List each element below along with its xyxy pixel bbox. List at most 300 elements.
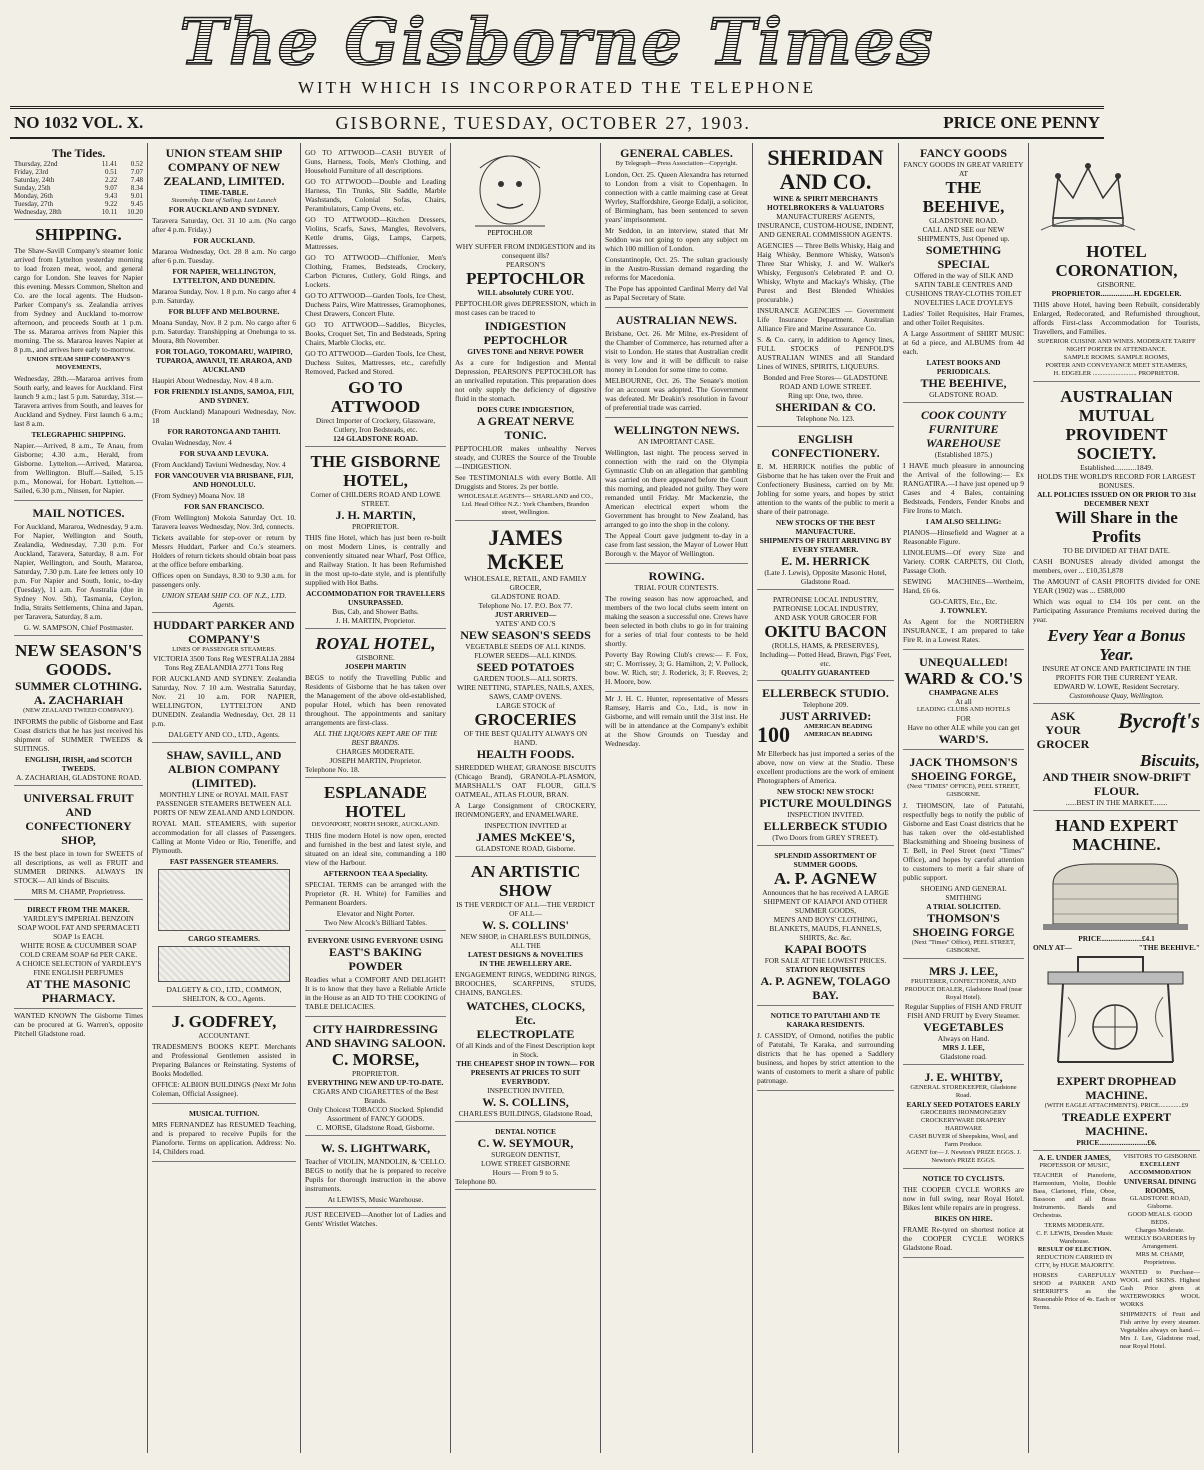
cargo-schedule-table — [158, 946, 290, 982]
splendid-assortment: SPLENDID ASSORTMENT OF SUMMER GOODS. — [774, 851, 877, 869]
latest-books: LATEST BOOKS AND PERIODICALS. — [926, 358, 1001, 376]
pianos: PIANOS—Hinsefield and Wagner at a Reasonable Figure. — [903, 528, 1024, 546]
townley: J. TOWNLEY. — [940, 606, 987, 615]
coronation-heading: HOTEL CORONATION, — [1055, 242, 1178, 280]
confectionery-ad — [757, 429, 894, 590]
indigestion: INDIGESTION — [484, 319, 567, 333]
collins-address: CHARLES'S BUILDINGS, Gladstone Road, — [458, 1109, 593, 1118]
yates: YATES' AND CO.'S — [495, 619, 556, 628]
tide-day: Monday, 26th — [14, 192, 53, 200]
fancy-goods-heading: FANCY GOODS — [920, 146, 1007, 160]
whitby-name: J. E. WHITBY, — [924, 1070, 1003, 1084]
huddart-sub: LINES OF PASSENGER STEAMERS. — [172, 646, 276, 653]
universal-dining: UNIVERSAL DINING ROOMS, — [1123, 1177, 1197, 1195]
timetable-section-heading: FOR AUCKLAND AND SYDNEY. — [168, 205, 280, 214]
timetable-section-heading: FOR RAROTONGA AND TAHITI. — [167, 427, 281, 436]
groceries: GROCERIES — [474, 710, 577, 729]
cyclist-text: THE COOPER CYCLE WORKS are now in full swing, near Royal Hotel. Bikes lent while repairs are in progress. — [903, 1185, 1024, 1212]
james-lewis: C. F. LEWIS, Dresden Music Warehouse. — [1036, 1230, 1113, 1245]
latest-designs: LATEST DESIGNS & NOVELTIES — [467, 950, 584, 959]
whitby-ad — [903, 1067, 1024, 1169]
australian-text: Brisbane, Oct. 26. Mr Milne, ex-President of the Chamber of Commerce, has returned after a visit to London. He states that Australian credit is very low and it will be difficult to raise money in London for some time to come. — [605, 329, 748, 374]
beehive-ad — [903, 143, 1024, 403]
amp-secretary: EDWARD W. LOWE, Resident Secretary. — [1053, 682, 1180, 691]
dining-ad — [1120, 1153, 1200, 1353]
issue-price: PRICE ONE PENNY — [943, 113, 1100, 132]
column-7 — [899, 143, 1029, 1453]
cycle-ad — [903, 1171, 1024, 1258]
trial-solicited: A TRIAL SOLICITED. — [926, 902, 1001, 911]
weekly-boarders: WEEKLY BOARDERS by Arrangement. — [1124, 1235, 1196, 1250]
coronation-text: THIS above Hotel, having been Rebuilt, considerably Enlarged, Redecorated, and Refurnished throughout, affords First-class Accommodation for Tourists, Travellers, and Families. — [1033, 300, 1200, 336]
why-suffer: WHY SUFFER FROM INDIGESTION and its consequent ills? — [455, 242, 596, 260]
ask-grocer: AND ASK YOUR GROCER FOR — [774, 613, 877, 622]
gisborne-hotel-proprietor: J. H. MARTIN, — [335, 508, 416, 522]
morse-heading: CITY HAIRDRESSING AND SHAVING SALOON. — [305, 1022, 446, 1050]
east-baking-text: Readies what a COMFORT AND DELIGHT! It is to know that they have a Reliable Article in the House as an AID TO THE COOKING of TABLE DELICACIES. — [305, 975, 446, 1011]
lee-heading: MRS J. LEE, — [929, 964, 998, 978]
cables-text-2: Mr Seddon, in an interview, stated that Mr Seddon was not going to open any subject on which 100 million of London. — [605, 226, 748, 253]
porter-conveyance: PORTER AND CONVEYANCE MEET STEAMERS, — [1045, 362, 1188, 369]
artistic-show: AN ARTISTIC SHOW — [470, 862, 581, 900]
health-foods: HEALTH FOODS. — [476, 747, 575, 761]
bottom-right-ads — [1033, 1153, 1200, 1353]
amp-cash-bonuses: CASH BONUSES already divided amongst the members, over ... £10,351,878 — [1033, 557, 1200, 575]
hundred-number: 100 — [757, 722, 790, 747]
gisborne-hotel-accom: ACCOMMODATION FOR TRAVELLERS UNSURPASSED. — [306, 589, 445, 607]
mckee-signature: JAMES McKEE'S, — [476, 830, 575, 844]
cargo-heading: CARGO STEAMERS. — [188, 934, 260, 943]
rowing-sub: TRIAL FOUR CONTESTS. — [634, 583, 719, 592]
issue-date: GISBORNE, TUESDAY, OCTOBER 27, 1903. — [335, 112, 751, 133]
whitby-sub: GENERAL STOREKEEPER, Gladstone Road. — [910, 1084, 1017, 1099]
timetable-columns: Steamship. Date of Sailing. Last Launch — [171, 197, 277, 204]
kapai-boots: KAPAI BOOTS — [784, 942, 867, 956]
peptochlor-text-2: As a cure for Indigestion and Mental Depression, PEARSON'S PEPTOCHLOR has an unrivalled reputation. This preparation does not only supply the deficiency of digestive fluid in the stomach. — [455, 358, 596, 403]
fancy-goods-sub: FANCY GOODS IN GREAT VARIETY AT — [903, 160, 1024, 178]
sewing-machine-ad — [1033, 813, 1200, 1151]
does-cure: DOES CURE INDIGESTION, — [477, 405, 574, 414]
notice-text: J. CASSIDY, of Ormond, notifies the public of Patutahi, Te Karaka, and surrounding districts that he has opened a Saddlery business, and hopes by strict attention to the wants of customers to merit a share of public patronage. — [757, 1031, 894, 1085]
mckee-signature-address: GLADSTONE ROAD, Gisborne. — [475, 844, 576, 853]
cassidy-notice — [757, 1008, 894, 1091]
direct-from-maker: DIRECT FROM THE MAKER. — [27, 905, 130, 914]
mckee-address: GLADSTONE ROAD. — [491, 592, 560, 601]
confectionery-text: E. M. HERRICK notifies the public of Gisborne that he has taken over the Fruit and Confectionery Business, carried on by Mr. Jobling for some years, and hopes by strict attention to the wants of the public to merit a share of their patronage. — [757, 462, 894, 516]
thomson-ad — [903, 752, 1024, 959]
bonded-stores: Bonded and Free Stores— GLADSTONE ROAD AND LOWE STREET. — [763, 373, 888, 391]
lightwark-text: Teacher of VIOLIN, MANDOLIN, & 'CELLO. BEGS to notify that he is prepared to receive Pupils for thorough instruction in the above instruments. — [305, 1157, 446, 1193]
attwood-item: GO TO ATTWOOD—Saddles, Bicycles, Books, Croquet Set, Tin and Bedsteads, Spring Chairs, Marble Clocks, etc. — [305, 320, 446, 347]
agnew-name: A. P. AGNEW — [773, 869, 878, 888]
sheridan-heading: SHERIDAN AND CO. — [767, 145, 884, 194]
peptochlor-text-1: PEPTOCHLOR gives DEPRESSION, which in most cases can be traced to — [455, 299, 596, 317]
amp-holds: HOLDS THE WORLD'S RECORD FOR LARGEST BONUSES. — [1037, 472, 1196, 490]
beehive-heading: THE BEEHIVE, — [922, 178, 1005, 216]
mail-section — [14, 503, 143, 636]
royal-hotel-telephone: Telephone No. 18. — [305, 765, 360, 774]
only-at: ONLY AT— — [1033, 943, 1072, 952]
attwood-item: GO TO ATTWOOD—Kitchen Dressers, Violins, Scarfs, Saws, Mangles, Revolvers, Kettle drums, Gigs, Lamps, Carpets, Mattresses. — [305, 215, 446, 251]
timetable-section-heading: FOR NAPIER, WELLINGTON, LYTTELTON, AND DUNEDIN. — [172, 267, 276, 285]
rowing-section — [605, 566, 748, 692]
tide-row — [14, 168, 143, 176]
beehive-address: GLADSTONE ROAD. — [929, 216, 998, 225]
attwood-item: GO TO ATTWOOD—Double and Leading Harness, Tin Trunks, Slit Saddle, Marble Washstands, Colonial Sofas, Chairs, Perambulators, Camp Ovens, etc. — [305, 177, 446, 213]
peptochlor-illus-caption: PEPTOCHLOR — [487, 229, 533, 237]
notice-heading: NOTICE TO PATUTAHI AND TE KARAKA RESIDENTS. — [770, 1011, 881, 1029]
amp-heading: AUSTRALIAN MUTUAL PROVIDENT SOCIETY. — [1060, 387, 1173, 463]
morse-cigars: CIGARS AND CIGARETTES of the Best Brands. — [312, 1087, 439, 1105]
zachariah-text: INFORMS the public of Gisborne and East Coast districts that he has just received his shipment of SUMMER TWEEDS & SUITINGS. — [14, 717, 143, 753]
timetable-section-text: Moana Sunday, Nov. 8 2 p.m. No cargo after 6 p.m. Saturday. Transhipping at Onehunga to ss. Moura, 8th November. — [152, 318, 296, 345]
ellerbeck-ad — [757, 683, 894, 846]
yardley-line-1: YARDLEY'S IMPERIAL BENZOIN SOAP WOOL FAT AND SPERMACETI SOAP 1s EACH. — [17, 914, 140, 941]
shaw-sub: MONTHLY LINE or ROYAL MAIL FAST PASSENGER STEAMERS BETWEEN ALL PORTS OF NEW ZEALAND AND LONDON. — [153, 790, 295, 817]
charges-moderate: Charges Moderate. — [1135, 1227, 1185, 1234]
ellerbeck-text: Mr Ellerbeck has just imported a series of the above, now on view at the Studio. These excellent productions are the work of eminent Photographers of America. — [757, 749, 894, 785]
tide-row — [14, 200, 143, 208]
patronise: PATRONISE LOCAL INDUSTRY, PATRONISE LOCAL INDUSTRY, — [772, 595, 879, 613]
champagne-ales: CHAMPAGNE ALES — [928, 688, 999, 697]
wellington-sub: AN IMPORTANT CASE. — [637, 437, 716, 446]
visitors: VISITORS TO GISBORNE — [1123, 1153, 1197, 1160]
sheridan-sub: WINE & SPIRIT MERCHANTS HOTELBROKERS & VALUATORS — [767, 194, 884, 212]
excellent-accom: EXCELLENT ACCOMMODATION — [1128, 1161, 1191, 1176]
wellington-text: Wellington, last night. The process served in connection with the raid on the Olympia Gymnastic Club on an allegation that gambling was carried on there appeared before the Court this morning, and pleaded not guilty. They were remanded until Friday. Mr Mackenzie, the American electrical expert whom the Government has brought to New Zealand, has arranged to go into the shop in the colony. — [605, 448, 748, 529]
agnew-list: MEN'S AND BOYS' CLOTHING, BLANKETS, MAUDS, FLANNELS, SHIRTS, &c. &c. — [769, 915, 882, 942]
shaw-heading: SHAW, SAVILL, AND ALBION COMPANY (LIMITED). — [166, 748, 282, 790]
james-name: A. E. UNDER JAMES, — [1038, 1153, 1111, 1162]
thomson-heading: JACK THOMSON'S — [909, 755, 1018, 769]
tides-table — [14, 160, 143, 216]
godfrey-ad — [152, 1009, 296, 1104]
yardley-line-3: A CHOICE SELECTION of YARDLEY'S FINE ENGLISH PERFUMES — [15, 959, 142, 977]
herrick-address: (Late J. Lewis), Opposite Masonic Hotel, Gladstone Road. — [764, 568, 887, 586]
inspection-invited-2: INSPECTION INVITED, — [487, 1086, 564, 1095]
thomson-text: J. THOMSON, late of Patutahi, respectfully begs to notify the public of Gisborne and East Coast districts that he has taken over the old-established Blacksmithing and Shoeing business of T. Bell, in Peel Street (next "Times" Office), and hopes by careful attention to customers to merit a fair share of public support. — [903, 801, 1024, 882]
tide-day: Saturday, 24th — [14, 176, 55, 184]
gisborne-hotel-signature: J. H. MARTIN, Proprietor. — [335, 616, 416, 625]
royal-hotel-sub: GISBORNE. — [356, 653, 395, 662]
esplanade-heading: ESPLANADE HOTEL — [324, 783, 427, 821]
morse-proprietor: PROPRIETOR. — [352, 1069, 399, 1078]
column-5 — [601, 143, 753, 1453]
australian-heading: AUSTRALIAN NEWS. — [616, 313, 737, 327]
will-cure: WILL absolutely CURE YOU. — [477, 288, 574, 297]
bycroft-biscuits: Biscuits, — [1140, 751, 1200, 770]
okitu-sub: (ROLLS, HAMS, & PRESERVES), Including— Potted Head, Brawn, Pigs' Feet, etc. — [759, 641, 892, 668]
godfrey-sub: ACCOUNTANT. — [198, 1031, 250, 1040]
coronation-ad — [1033, 143, 1200, 382]
telegraphic-heading: TELEGRAPHIC SHIPPING. — [31, 430, 126, 439]
picture-mouldings: PICTURE MOULDINGS — [759, 796, 892, 810]
esplanade-hotel-ad — [305, 780, 446, 931]
attwood-item: GO TO ATTWOOD—Chiffonier, Men's Clothing, Frames, Bedsteads, Crockery, Carbon Pictures, Cutlery, Gold Rings, and Lockets. — [305, 253, 446, 289]
tide-day: Thursday, 22nd — [14, 160, 58, 168]
union-movements-text: Wednesday, 28th.—Mararoa arrives from South early, and leaves for Auckland. First launch 9 a.m.; last 5 p.m. Saturday, 31st.—Taravera arrives from South, and leaves for Auckland and Sydney. First launch 6 a.m.; last 8 a.m. — [14, 374, 143, 428]
ward-ad — [903, 652, 1024, 750]
mail-heading: MAIL NOTICES. — [32, 506, 125, 520]
health-foods-text: SHREDDED WHEAT, GRANOSE BISCUITS (Chicago Brand), GRANOLA-PLASMON, MARSHALL'S OAT FLOUR, GILL'S OATMEAL, ATLAS FLOUR, BRAN. — [455, 763, 596, 799]
tuition-ad — [152, 1106, 296, 1162]
wellington-text-2: The Appeal Court gave judgment to-day in a case from last session, the Mayor of Lower Hutt Borough v. the Mayor of Wellington. — [605, 531, 748, 558]
verdict: IS THE VERDICT OF ALL—THE VERDICT OF ALL— — [456, 900, 595, 918]
attwood-item: GO TO ATTWOOD—Garden Tools, Ice Chest, Duchess Pairs, Wire Mattresses, Gramophones, Chest Drawers, Concert Flute. — [305, 291, 446, 318]
at-all: At all — [955, 697, 972, 706]
ellerbeck-telephone: Telephone 209. — [802, 700, 849, 709]
seymour-name: C. W. SEYMOUR, — [477, 1136, 574, 1150]
timetable-section-text: (From Auckland) Taviuni Wednesday, Nov. 4 — [152, 460, 286, 469]
agencies: AGENCIES — Three Bells Whisky, Haig and Haig Whisky, Benmore Whisky, Watson's Three Star Whisky, J. and W. Walker's Whisky, Ferguson's Celebrated P. and O. Whisky, Whyte and Mackay's Whisky, (The Purest and Best Blended Whiskies procurable.) — [757, 241, 894, 304]
everyone-using: EVERYONE USING EVERYONE USING — [307, 936, 444, 945]
snow-drift: AND THEIR SNOW-DRIFT FLOUR. — [1042, 770, 1191, 798]
just-arrived-ellerbeck: JUST ARRIVED: — [779, 709, 872, 723]
amp-divided: TO BE DIVIDED AT THAT DATE. — [1062, 546, 1171, 555]
amp-ad — [1033, 384, 1200, 704]
whitby-agent: AGENT for— J. Newton's PRIZE EGGS. J. Newton's PRIZE EGGS. — [906, 1149, 1021, 1164]
issue-number: NO 1032 VOL. X. — [14, 113, 144, 132]
gisborne-hotel-heading: THE GISBORNE HOTEL, — [310, 452, 441, 490]
treadle-price: PRICE..........................£6. — [1076, 1138, 1157, 1147]
esplanade-lift: Elevator and Night Porter. — [336, 909, 415, 918]
ellerbeck-inspect: INSPECTION INVITED. — [787, 810, 864, 819]
sheridan-text: MANUFACTURERS' AGENTS, INSURANCE, CUSTOM-HOUSE, INDENT, AND GENERAL COMMISSION AGENTS. — [757, 212, 894, 239]
whitby-goods: GROCERIES IRONMONGERY CROCKERYWARE DRAPERY HARDWARE — [920, 1109, 1007, 1132]
cook-county: COOK COUNTY — [920, 408, 1006, 422]
lee-ad — [903, 961, 1024, 1065]
drophead-heading: EXPERT DROPHEAD MACHINE. — [1056, 1074, 1177, 1102]
tide-time: 11.41 — [101, 160, 118, 168]
timetable-section-heading: FOR AUCKLAND. — [193, 236, 255, 245]
new-stock: NEW STOCK! NEW STOCK! — [777, 787, 874, 796]
timetable-section-heading: FOR SUVA AND LEVUKA. — [179, 449, 269, 458]
attwood-address: 124 GLADSTONE ROAD. — [333, 434, 418, 443]
dental-telephone: Telephone 80. — [455, 1177, 497, 1186]
union-company-ad — [152, 143, 296, 613]
mckee-telephone: Telephone No. 17. P.O. Box 77. — [478, 601, 573, 610]
union-signature: UNION STEAM SHIP CO. OF N.Z., LTD. Agents. — [161, 591, 287, 609]
timetable-section-text: (From Wellington) Mokoia Saturday Oct. 10. Taravera leaves Wednesday, Nov. 3rd, connects. — [152, 513, 296, 531]
leading-clubs: LEADING CLUBS AND HOTELS — [916, 706, 1011, 713]
tide-time: 2.22 — [104, 176, 118, 184]
timetable-heading: TIME-TABLE. — [199, 188, 249, 197]
masonic-pharmacy: AT THE MASONIC PHARMACY. — [26, 977, 131, 1005]
james-text: TEACHER of Pianoforte, Harmonium, Violin, Double Bass, Clarionet, Flute, Oboe, Bassoon and all Brass Instruments. Bands and Orchestras. — [1033, 1172, 1116, 1219]
amp-insure: INSURE AT ONCE AND PARTICIPATE IN THE PROFITS FOR THE CURRENT YEAR. — [1042, 664, 1191, 682]
sheridan-ad — [757, 143, 894, 427]
fruit-shop-text: IS the best place in town for SWEETS of all descriptions, as well as FRUIT and SUMMER DRINKS. ALWAYS IN STOCK— All kinds of Biscuits. — [14, 849, 143, 885]
engagement-rings: ENGAGEMENT RINGS, WEDDING RINGS, BROOCHES, SCARFPINS, STUDS, CHAINS, BANGLES. — [455, 970, 596, 997]
music-assortment: A Large Assortment of SHIRT MUSIC at 6d a piece, and ALBUMS from 4d each. — [903, 329, 1024, 356]
watches-clocks: WATCHES, CLOCKS, Etc. — [466, 999, 585, 1027]
timetable-section-heading: FOR FRIENDLY ISLANDS, SAMOA, FIJI, AND SYDNEY. — [154, 387, 294, 405]
tide-time: 0.51 — [104, 168, 118, 176]
hand-expert-heading: HAND EXPERT MACHINE. — [1055, 816, 1178, 854]
esplanade-sub: DEVONPORT, NORTH SHORE, AUCKLAND. — [311, 821, 440, 828]
amp-amount: The AMOUNT of CASH PROFITS divided for ONE YEAR (1902) was ... £588,000 — [1033, 577, 1200, 595]
amp-bonus-year: Every Year a Bonus Year. — [1047, 626, 1186, 664]
column-6 — [753, 143, 899, 1453]
kapai-sub: FOR SALE AT THE LOWEST PRICES. — [764, 956, 887, 965]
lightwark-signature: At LEWIS'S, Music Warehouse. — [327, 1195, 424, 1204]
sheridan-signature: SHERIDAN & CO. — [775, 400, 876, 414]
morse-tobacco: Only Choicest TOBACCO Stocked. Splendid Assortment of FANCY GOODS. — [307, 1105, 444, 1123]
furniture-warehouse: FURNITURE WAREHOUSE — [925, 422, 1002, 450]
all-the: ALL THE — [510, 941, 541, 950]
sewing-machine-illustration — [1033, 854, 1198, 932]
insurance-agent: As Agent for the NORTHERN INSURANCE, I am prepared to take Fire R. in a Lowest Rates. — [903, 617, 1024, 644]
cables-sub: By Telegraph—Press Association—Copyright. — [615, 160, 738, 167]
column-8 — [1029, 143, 1204, 1453]
testimonials: See TESTIMONIALS with every Bottle. All Druggists and Stores. 2s per bottle. — [455, 473, 596, 491]
collins-signature: W. S. COLLINS, — [482, 1095, 569, 1109]
lightwark-name: W. S. LIGHTWARK, — [320, 1141, 431, 1155]
cheapest-shop: THE CHEAPEST SHOP IN TOWN— FOR PRESENTS AT PRICES TO SUIT EVERYBODY. — [456, 1059, 595, 1086]
lee-supplies: Regular Supplies of FISH AND FRUIT FISH AND FRUIT by Every Steamer. — [904, 1002, 1023, 1020]
sheridan-stock: S. & Co. carry, in addition to Agency lines, FULL STOCKS of PENFOLD'S AUSTRALIAN WINES and all Standard Lines of WINES, SPIRITS, LIQUEURS. — [757, 335, 894, 371]
only-at-beehive: "THE BEEHIVE." — [1138, 943, 1200, 952]
dateline-bar — [10, 106, 1104, 139]
dental-notice: DENTAL NOTICE — [495, 1127, 556, 1136]
new-season-heading: NEW SEASON'S GOODS. — [15, 641, 142, 679]
tuition-heading: MUSICAL TUITION. — [188, 1109, 260, 1118]
tide-row — [14, 192, 143, 200]
bikes-on-hire: BIKES ON HIRE. — [934, 1214, 993, 1223]
nerve-tonic: A GREAT NERVE TONIC. — [476, 414, 575, 442]
morse-signature: C. MORSE, Gladstone Road, Gisborne. — [316, 1123, 435, 1132]
cables-text-4: The Pope has appointed Cardinal Merry del Val as Papal Secretary of State. — [605, 284, 748, 302]
peptochlor-heading: PEPTOCHLOR — [466, 269, 585, 288]
royal-hotel-charges: CHARGES MODERATE. — [336, 747, 415, 756]
royal-hotel-proprietor: JOSEPH MARTIN — [344, 662, 407, 671]
fish-shipments: SHIPMENTS of Fruit and Fish arrive by every steamer. Vegetables always on hand.—Mrs J. Lee, Gladstone road, near Royal Hotel. — [1119, 1311, 1200, 1350]
union-company-heading: UNION STEAM SHIP COMPANY OF NEW ZEALAND, LIMITED. — [163, 146, 285, 188]
new-seeds: NEW SEASON'S SEEDS — [460, 628, 591, 642]
timetable-sections — [152, 205, 296, 531]
unequalled: UNEQUALLED! — [919, 655, 1008, 669]
huddart-ad — [152, 615, 296, 743]
bycroft-name: Bycroft's — [1118, 708, 1200, 733]
fancy-list: Offered in the way of SILK AND SATIN TABLE CENTRES AND CUSHIONS TRAY-CLOTHS TOILET NOVELTIES LACE D'OYLEYS — [905, 271, 1022, 307]
thomson-2-address: (Next "Times" Office), PEEL STREET, GISBORNE. — [911, 939, 1016, 954]
hand-price: PRICE......................£4.1 — [1078, 934, 1155, 943]
gisborne-hotel-proprietor-label: PROPRIETOR. — [352, 522, 399, 531]
cables-text-3: Constantinople, Oct. 25. The sultan graciously in the Austro-Russian demand regarding the reforms for Macedonia. — [605, 255, 748, 282]
tide-day: Friday, 23rd — [14, 168, 49, 176]
royal-hotel-ad — [305, 631, 446, 778]
morse-ad — [305, 1019, 446, 1136]
shipping-section — [14, 222, 143, 501]
cables-heading: GENERAL CABLES. — [620, 146, 733, 160]
huddart-ships: VICTORIA 3500 Tons Reg WESTRALIA 2884 Tons Reg ZEALANDIA 2771 Tons Reg — [153, 654, 295, 672]
agnew-text: Announces that he has received A LARGE SHIPMENT OF KAIAPOI AND OTHER SUMMER GOODS, — [762, 888, 889, 915]
tide-time: 10.20 — [127, 208, 143, 216]
shaw-savill-ad — [152, 745, 296, 1007]
confectionery-heading: ENGLISH CONFECTIONERY. — [771, 432, 880, 460]
mckee-sub: WHOLESALE, RETAIL, AND FAMILY GROCER, — [464, 574, 587, 592]
tide-time: 0.52 — [130, 160, 143, 168]
east-baking-heading: EAST'S BAKING POWDER — [328, 945, 423, 973]
tide-time: 7.07 — [130, 168, 143, 176]
godfrey-address: OFFICE: ALBION BUILDINGS (Next Mr John Coleman, Official Assignee). — [152, 1080, 296, 1098]
ring-up: Ring up: One, two, three. — [788, 391, 863, 400]
frame-retyred: FRAME Re-tyred on shortest notice at the COOPER CYCLE WORKS Gladstone Road. — [903, 1225, 1024, 1252]
godfrey-text: TRADESMEN'S BOOKS KEPT. Merchants and Professional Gentlemen assisted in Preparing Balances or Reinstating. Systems of Books Modelled. — [152, 1042, 296, 1078]
newspaper-title: The Gisborne Times — [10, 8, 1104, 78]
column-4 — [451, 143, 601, 1453]
edgeler-proprietor: H. EDGELER ........................... PROPRIETOR. — [1053, 370, 1180, 377]
american-beading: AMERICAN BEADING AMERICAN BEADING — [804, 723, 873, 738]
hunter-text: Mr J. H. C. Hunter, representative of Messrs Ramsey, Harris and Co., Ltd., is now in Gisborne, and will remain until the 31st inst. He will be in attendance at the Company's exhibit at the Show Grounds on Tuesday and Wednesday. — [605, 694, 748, 748]
mckee-heading: JAMES McKEE — [487, 525, 564, 574]
attwood-sub: Direct Importer of Crockery, Glassware, Cutlery, Iron Bedsteads, etc. — [315, 416, 436, 434]
tide-day: Wednesday, 28th — [14, 208, 62, 216]
tide-row — [14, 176, 143, 184]
vegetables: VEGETABLES — [923, 1020, 1004, 1034]
huddart-heading: HUDDART PARKER AND COMPANY'S — [153, 618, 295, 646]
wanted-wool: WANTED to Purchase—WOOL and SKINS. Highest Cash Price given at WATERWORKS WOOL WORKS — [1119, 1269, 1200, 1308]
timetable-section-text: Mararoa Wednesday, Oct. 28 8 a.m. No cargo after 6 p.m. Tuesday. — [152, 247, 296, 265]
flower-seeds: FLOWER SEEDS—ALL KINDS. — [474, 651, 577, 660]
dental-address: LOWE STREET GISBORNE — [481, 1159, 570, 1168]
insurance-agencies: INSURANCE AGENCIES — Government Life Insurance Department. Australian Alliance Fire and Marine Assurance Co. — [757, 306, 894, 333]
attwood-ad — [305, 143, 446, 447]
timetable-section-text: Mararoa Sunday, Nov. 1 8 p.m. No cargo after 4 p.m. Saturday. — [152, 287, 296, 305]
shipping-heading: SHIPPING. — [35, 225, 122, 244]
cuisine: SUPERIOR CUISINE AND WINES. MODERATE TARIFF — [1037, 338, 1196, 345]
champ-proprietress: MRS M. CHAMP, Proprietress. — [1135, 1251, 1185, 1266]
peptochlor-ad — [455, 143, 596, 521]
okitu-bacon: OKITU BACON — [764, 622, 887, 641]
shaw-text: ROYAL MAIL STEAMERS, with superior accommodation for all classes of Passengers. Calling at Monte Video or Rio, Teneriffe, and Plymouth. — [152, 819, 296, 855]
tide-row — [14, 160, 143, 168]
whitby-cash: CASH BUYER of Sheepskins, Wool, and Farm Produce. — [909, 1133, 1018, 1148]
new-stocks: NEW STOCKS OF THE BEST MANUFACTURE. — [775, 518, 876, 536]
just-received: JUST RECEIVED—Another lot of Ladies and Gents' Wristlet Watches. — [305, 1210, 446, 1228]
electroplate: ELECTROPLATE — [476, 1027, 575, 1041]
gisborne-hotel-sub: Corner of CHILDERS ROAD AND LOWE STREET. — [310, 490, 441, 508]
telegraphic-text: Napier.—Arrived, 8 a.m., Te Anau, from Gisborne; 4.30 a.m., Herald, from Gisborne. Lyttelton.—Arrived, Mararoa, from Wellington. Bluff.—Sailed, 5.15 p.m., Monowai, for Hobart. Lyttelton.—Sailed, 6.30 p.m., Ninsen, for Napier. — [14, 441, 143, 495]
tuition-text: MRS FERNANDEZ has RESUMED Teaching, and is prepared to receive Pupils for the Pianoforte. Terms on application. Address: No. 14, Childers road. — [152, 1120, 296, 1156]
column-2 — [148, 143, 301, 1453]
cook-county-text: I HAVE much pleasure in announcing the Arrival of the following:— Ex RANGATIRA.—I have just opened up 9 Cases and 4 Bales, containing Bedsteads, Fenders, Fender Knobs and Fire Irons to Match. — [903, 461, 1024, 515]
dental-hours: Hours — From 9 to 5. — [492, 1168, 559, 1177]
timetable-section-heading: FOR SAN FRANCISCO. — [184, 502, 264, 511]
rowing-crews: Poverty Bay Rowing Club's crews:— F. Fox, str; C. Morrissey, 3; G. Hamilton, 2; V. Pollock, bow. W. Rich, str; J. Roderick, 3; F. Reeves, 2; H. Moore, bow. — [605, 650, 748, 686]
okitu-ad — [757, 592, 894, 681]
timetable-section-heading: FOR BLUFF AND MELBOURNE. — [168, 307, 280, 316]
east-baking-ad — [305, 933, 446, 1017]
peptochlor-illustration — [455, 148, 565, 238]
wanted-notice: WANTED KNOWN The Gisborne Times can be procured at G. Warren's, opposite Pitchell Gladstone road. — [14, 1011, 143, 1038]
agnew-signature: A. P. AGNEW, TOLAGO BAY. — [760, 974, 891, 1002]
esplanade-text: THIS fine modern Hotel is now open, erected and furnished in the best and latest style, and situated on an ideal site, commanding a 180 view of the Harbour. — [305, 831, 446, 867]
ward-heading: WARD & CO.'S — [904, 669, 1023, 688]
tide-time: 9.07 — [104, 184, 118, 192]
amp-equal: Which was equal to £34 10s per cent. on the Participating Assurance Premiums received during the year. — [1033, 597, 1200, 624]
good-meals: GOOD MEALS. GOOD BEDS. — [1127, 1211, 1193, 1226]
something-special: SOMETHING SPECIAL — [925, 243, 1002, 271]
ellerbeck-studio-2-sub: (Two Doors from GREY STREET). — [772, 833, 879, 842]
esplanade-tea: AFTERNOON TEA A Speciality. — [323, 869, 428, 878]
ask-your-grocer: ASK YOUR GROCER — [1036, 709, 1090, 751]
eagle-attachments: (WITH EAGLE ATTACHMENTS). PRICE..............£9 — [1044, 1102, 1189, 1109]
fruit-shop-signature: MRS M. CHAMP, Proprietress. — [31, 887, 126, 896]
rowing-text: The rowing season has now approached, and members of the two local clubs seem intent on making the season a successful one. Crews have been selected in both clubs to go in for training for a series of trial four contests to be held shortly. — [605, 594, 748, 648]
wholesale-agents: WHOLESALE AGENTS— SHARLAND and CO., Ltd. Head Office N.Z.: York Chambers, Brandon street, Wellington. — [457, 493, 594, 516]
morse-new: EVERYTHING NEW AND UP-TO-DATE. — [307, 1078, 444, 1087]
